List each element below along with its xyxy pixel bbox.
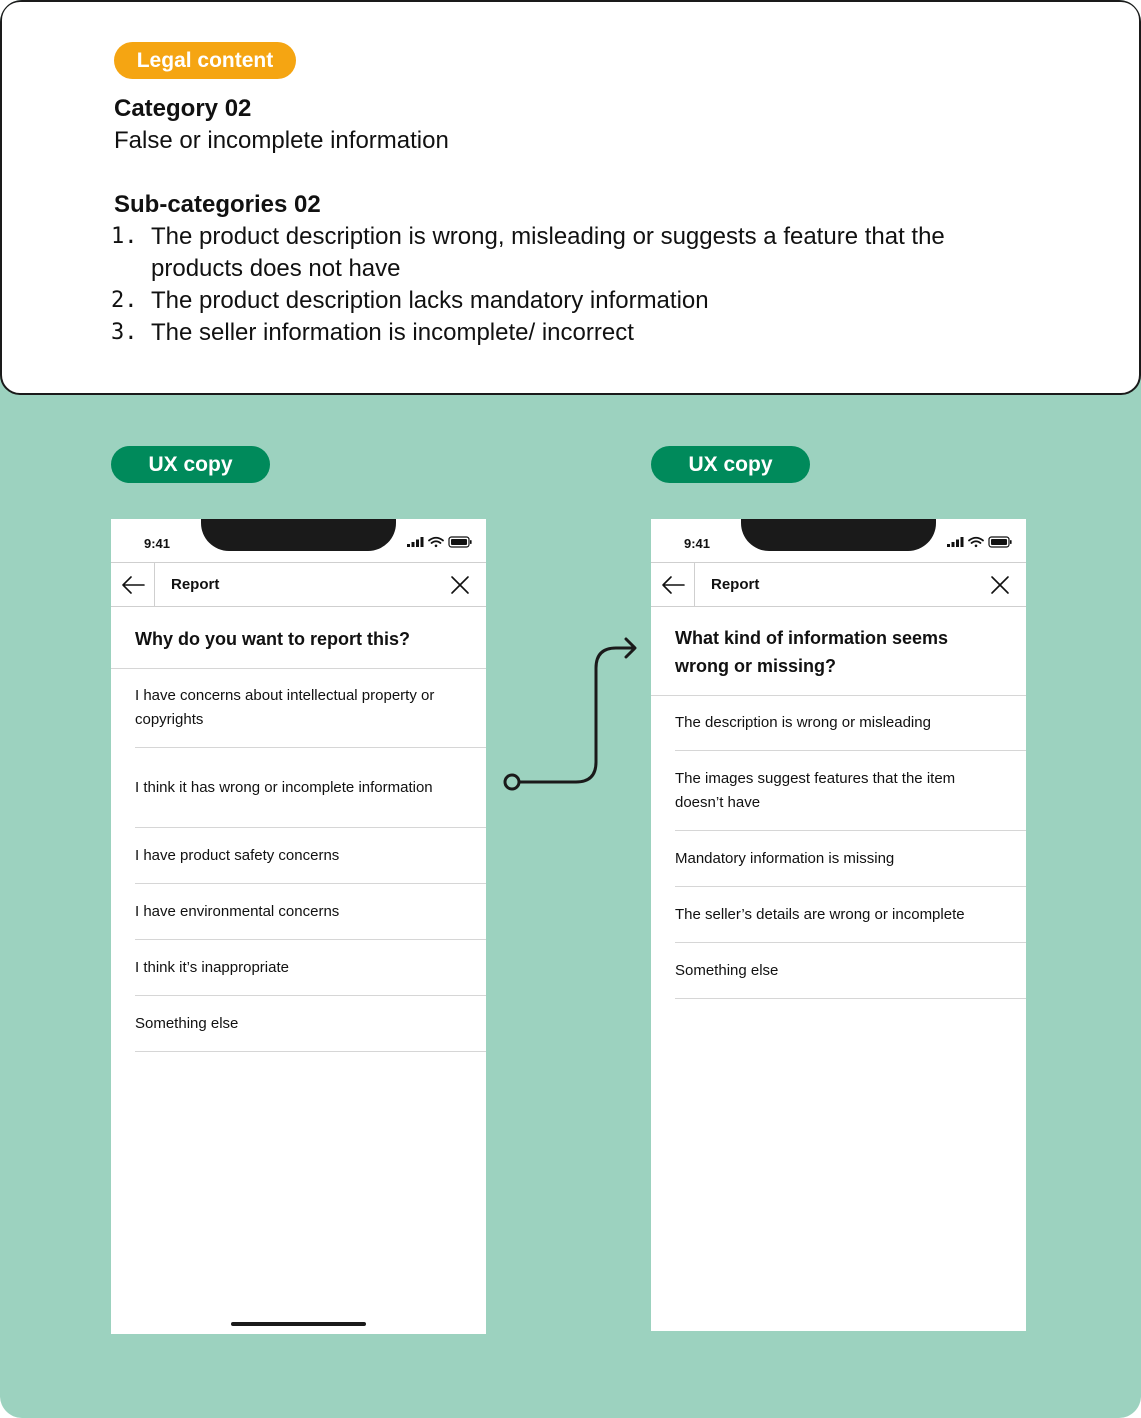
status-icons — [947, 535, 1013, 553]
nav-title: Report — [171, 576, 220, 593]
subcategory-number: 3. — [111, 320, 138, 345]
phone-notch — [741, 519, 936, 551]
option-item[interactable]: Something else — [675, 943, 1026, 999]
ux-copy-badge-right: UX copy — [651, 446, 810, 483]
option-item[interactable]: The images suggest features that the item doesn’t have — [675, 751, 1026, 831]
option-item[interactable]: Mandatory information is missing — [675, 831, 1026, 887]
wifi-icon — [429, 538, 443, 547]
signal-icon — [947, 537, 964, 547]
close-icon — [450, 575, 470, 595]
back-arrow-icon — [660, 575, 686, 595]
subcategory-text: The product description lacks mandatory information — [151, 287, 709, 314]
legal-content-badge: Legal content — [114, 42, 296, 79]
phone-screen-info-wrong — [651, 519, 1026, 1331]
option-item[interactable]: The description is wrong or misleading — [675, 695, 1026, 751]
back-button[interactable] — [111, 563, 155, 606]
close-icon — [990, 575, 1010, 595]
close-button[interactable] — [448, 573, 472, 597]
subcategory-number: 2. — [111, 288, 138, 313]
subcategory-text: The product description is wrong, misleading or suggests a feature that the products does not have — [151, 223, 945, 282]
back-button[interactable] — [651, 563, 695, 606]
nav-bar — [111, 562, 486, 607]
screen-question: Why do you want to report this? — [135, 629, 410, 649]
category-title: Category 02 — [114, 95, 252, 122]
screen-question: What kind of information seems wrong or missing? — [675, 628, 949, 676]
option-item[interactable]: Something else — [135, 996, 486, 1052]
subcategory-item — [111, 285, 1011, 317]
back-arrow-icon — [120, 575, 146, 595]
option-item[interactable]: The seller’s details are wrong or incomplete — [675, 887, 1026, 943]
battery-icon — [449, 537, 472, 547]
status-icons — [407, 535, 473, 553]
status-time: 9:41 — [144, 536, 171, 551]
option-item[interactable]: I think it’s inappropriate — [135, 940, 486, 996]
battery-icon — [989, 537, 1012, 547]
flow-arrow-icon — [498, 630, 648, 795]
home-indicator — [231, 1322, 366, 1326]
legal-content-card — [0, 0, 1141, 395]
subcategory-item — [111, 317, 1011, 349]
wifi-icon — [969, 538, 983, 547]
ux-copy-badge-left: UX copy — [111, 446, 270, 483]
subcategories-title: Sub-categories 02 — [114, 191, 321, 218]
category-description: False or incomplete information — [114, 127, 449, 154]
subcategory-number: 1. — [111, 224, 138, 249]
phone-screen-report-reason — [111, 519, 486, 1334]
status-time: 9:41 — [684, 536, 711, 551]
options-list — [675, 695, 1026, 999]
option-item[interactable]: I have environmental concerns — [135, 884, 486, 940]
options-list — [135, 668, 486, 1052]
nav-bar — [651, 562, 1026, 607]
option-item[interactable]: I have product safety concerns — [135, 828, 486, 884]
option-item[interactable]: I think it has wrong or incomplete information — [135, 748, 486, 828]
nav-title: Report — [711, 576, 760, 593]
subcategory-item — [111, 221, 1011, 285]
signal-icon — [407, 537, 424, 547]
option-item[interactable]: I have concerns about intellectual property or copyrights — [135, 668, 486, 748]
subcategories-list — [111, 221, 1011, 349]
close-button[interactable] — [988, 573, 1012, 597]
subcategory-text: The seller information is incomplete/ incorrect — [151, 319, 634, 346]
phone-notch — [201, 519, 396, 551]
